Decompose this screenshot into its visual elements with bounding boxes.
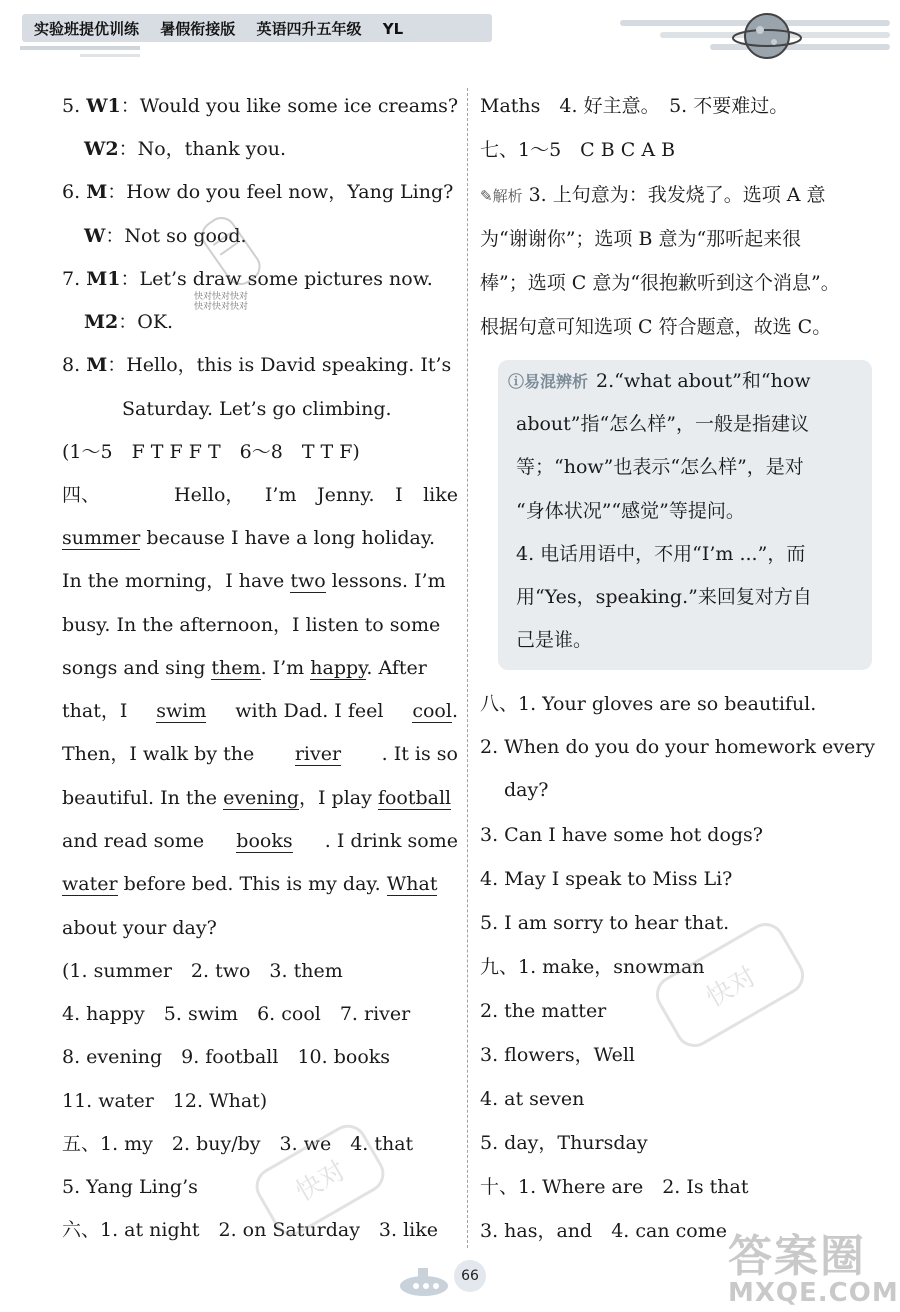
answer-line: Saturday. Let’s go climbing. [122,398,392,420]
stamp-watermark-icon [250,1120,390,1240]
answer-line: 4. at seven [480,1088,585,1110]
passage-line: beautiful. In the evening，I play football [62,787,452,809]
tip-line: 等；“how”也表示“怎么样”，是对 [516,456,804,478]
series-name: 实验班提优训练 [34,20,140,38]
explanation-line: 根据句意可知选项 C 符合题意，故选 C。 [480,316,832,338]
explanation-line: 棒”；选项 C 意为“很抱歉听到这个消息”。 [480,272,840,294]
stamp-watermark-icon [196,206,266,296]
answer-key: 11. water 12. What) [62,1090,268,1112]
header-deco-line [20,46,140,50]
answer-line: W：Not so good. [84,225,247,247]
explanation-line: ✎解析 3. 上句意为：我发烧了。选项 A 意 [480,184,826,206]
passage-line: water before bed. This is my day. What [62,873,438,895]
submarine-icon [398,1258,454,1300]
svg-text:快对: 快对 [701,961,762,1014]
passage-line: songs and sing them. I’m happy. After [62,657,427,679]
tip-line: about”指“怎么样”，一般是指建议 [516,413,809,435]
answer-line: 2. When do you do your homework every [480,736,876,758]
passage-line: about your day? [62,917,217,939]
header-deco-line [80,54,140,57]
answer-line: 九、1. make，snowman [480,956,705,978]
small-stamp-text: 快对快对快对 快对快对快对 [194,292,249,312]
answer-line: 5. W1：Would you like some ice creams? [62,95,459,117]
answer-line: 5. Yang Ling’s [62,1176,198,1198]
stamp-watermark-icon [650,920,810,1050]
passage-line: that，I swim with Dad. I feel cool. [62,700,458,722]
tip-tag: ⓘ易混辨析 [508,372,589,391]
answer-line: 5. I am sorry to hear that. [480,912,730,934]
answer-key: (1. summer 2. two 3. them [62,960,343,982]
answer-line: 4. May I speak to Miss Li? [480,868,733,890]
answer-line: Maths 4. 好主意。 5. 不要难过。 [480,95,789,117]
answer-line: 六、1. at night 2. on Saturday 3. like [62,1219,439,1241]
passage-line: In the morning，I have two lessons. I’m [62,570,446,592]
answer-line: 3. Can I have some hot dogs? [480,824,763,846]
svg-text:快对: 快对 [290,1155,352,1208]
page-header [0,0,900,62]
answer-line: 五、1. my 2. buy/by 3. we 4. that [62,1133,414,1155]
answer-line: 十、1. Where are 2. Is that [480,1176,749,1198]
header-title [34,18,419,39]
passage-line: and read some books . I drink some [62,830,458,852]
passage-line: Then，I walk by the river . It is so [62,743,458,765]
answer-line: day? [504,779,549,801]
answer-key: 8. evening 9. football 10. books [62,1046,391,1068]
passage-line: busy. In the afternoon，I listen to some [62,614,441,636]
explanation-tag: ✎解析 [480,187,523,205]
site-watermark: 答案圈 MXQE.COM [728,1231,899,1308]
section-label: 四、 [62,484,101,506]
page-number: 66 [454,1260,486,1292]
answer-line: 七、1～5 C B C A B [480,139,676,161]
tip-line: 4. 电话用语中，不用“I’m ...”，而 [516,543,806,565]
answer-key: (1～5 F T F F T 6～8 T T F) [62,441,360,463]
tip-line: “身体状况”“感觉”等提问。 [516,500,745,522]
answer-line: 3. flowers，Well [480,1044,635,1066]
publisher-code: YL [382,20,404,38]
answer-line: W2：No，thank you. [84,138,287,160]
edition-name: 暑假衔接版 [160,20,236,38]
explanation-line: 为“谢谢你”；选项 B 意为“那听起来很 [480,228,802,250]
answer-line: 6. M：How do you feel now，Yang Ling? [62,181,454,203]
answer-line: 八、1. Your gloves are so beautiful. [480,693,817,715]
answer-line: 8. M：Hello，this is David speaking. It’s [62,354,452,376]
warning-icon: ⓘ [508,372,525,391]
answer-key: 4. happy 5. swim 6. cool 7. river [62,1003,411,1025]
answer-line: 3. has，and 4. can come [480,1220,727,1242]
answer-line: 7. M1：Let’s draw some pictures now. [62,268,433,290]
tip-line: 用“Yes，speaking.”来回复对方自 [516,586,812,608]
tip-line: 己是谁。 [516,629,593,651]
answer-line: M2：OK. [84,311,174,333]
answer-line: 2. the matter [480,1000,607,1022]
planet-icon [732,8,802,64]
passage-line: summer because I have a long holiday. [62,527,436,549]
answer-line: 5. day，Thursday [480,1132,648,1154]
tip-line: ⓘ易混辨析 2.“what about”和“how [508,370,811,392]
pencil-icon: ✎ [480,187,493,205]
passage-line: Hello， I’m Jenny. I like [174,484,458,506]
column-divider [467,88,468,1248]
subject-name: 英语四升五年级 [256,20,362,38]
